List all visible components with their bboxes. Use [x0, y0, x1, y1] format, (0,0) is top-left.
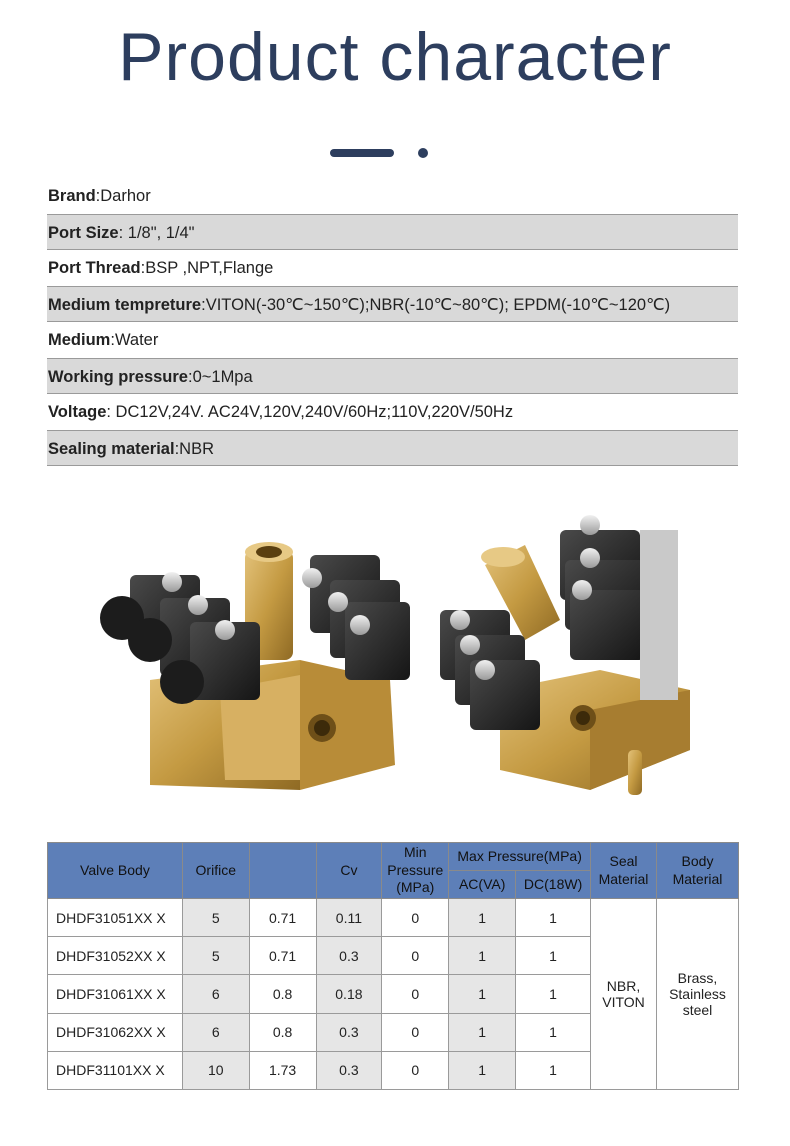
spec-value: BSP ,NPT,Flange — [145, 259, 274, 277]
spec-value: NBR — [179, 440, 214, 458]
cell-seal-material: NBR, VITON — [591, 899, 657, 1090]
spec-key: Medium tempreture — [48, 296, 202, 314]
cell-ac: 1 — [449, 937, 516, 975]
cell-min-pressure: 0 — [382, 899, 449, 937]
spec-row — [47, 430, 738, 466]
spec-row — [47, 178, 738, 214]
cell-size: 0.8 — [249, 975, 316, 1013]
cell-size: 0.8 — [249, 1013, 316, 1051]
cell-size: 0.71 — [249, 899, 316, 937]
cell-ac: 1 — [449, 975, 516, 1013]
spec-value: VITON(-30℃~150℃);NBR(-10℃~80℃); EPDM(-10℃~120℃) — [205, 296, 671, 314]
spec-list — [47, 178, 738, 466]
cell-min-pressure: 0 — [382, 1013, 449, 1051]
cell-min-pressure: 0 — [382, 975, 449, 1013]
spec-key: Port Size — [48, 224, 119, 242]
header-body-material: Body Material — [656, 843, 738, 899]
spec-separator: : — [174, 440, 180, 458]
spec-value: DC12V,24V. AC24V,120V,240V/60Hz;110V,220V/50Hz — [115, 403, 514, 421]
spec-separator: : — [95, 187, 101, 205]
cell-dc: 1 — [516, 937, 591, 975]
cell-cv: 0.11 — [316, 899, 382, 937]
spec-separator: : — [106, 403, 116, 421]
cell-cv: 0.3 — [316, 937, 382, 975]
product-photo — [0, 490, 790, 820]
spec-key: Medium — [48, 331, 111, 349]
header-seal-material: Seal Material — [591, 843, 657, 899]
header-min-pressure: Min Pressure (MPa) — [382, 843, 449, 899]
cell-body-material: Brass, Stainless steel — [656, 899, 738, 1090]
header-valve-body: Valve Body — [48, 843, 183, 899]
spec-key: Brand — [48, 187, 96, 205]
spec-key: Port Thread — [48, 259, 141, 277]
spec-row — [47, 250, 738, 286]
title-underline-dash — [330, 149, 394, 157]
cell-cv: 0.3 — [316, 1013, 382, 1051]
spec-row — [47, 214, 738, 250]
cell-model: DHDF31051XX X — [48, 899, 183, 937]
spec-key: Working pressure — [48, 368, 188, 386]
spec-row — [47, 358, 738, 394]
spec-separator: : — [118, 224, 128, 242]
spec-key: Sealing material — [48, 440, 175, 458]
spec-value: 0~1Mpa — [192, 368, 253, 386]
spec-separator: : — [110, 331, 115, 349]
cell-orifice: 5 — [182, 937, 249, 975]
header-max-pressure: Max Pressure(MPa) — [449, 843, 591, 871]
cell-model: DHDF31062XX X — [48, 1013, 183, 1051]
cell-size: 1.73 — [249, 1051, 316, 1089]
valve-spec-table — [47, 842, 739, 1090]
spec-separator: : — [201, 296, 206, 314]
spec-separator: : — [187, 368, 193, 386]
header-blank — [249, 843, 316, 899]
cell-model: DHDF31061XX X — [48, 975, 183, 1013]
cell-cv: 0.3 — [316, 1051, 382, 1089]
page-title: Product character — [118, 19, 672, 95]
cell-orifice: 5 — [182, 899, 249, 937]
valve-manifold-left — [100, 542, 410, 790]
spec-row — [47, 322, 738, 358]
table-row — [48, 899, 739, 937]
cell-orifice: 6 — [182, 975, 249, 1013]
title-underline-dot — [418, 148, 428, 158]
spec-value: Water — [114, 331, 159, 349]
spec-separator: : — [140, 259, 146, 277]
cell-model: DHDF31101XX X — [48, 1051, 183, 1089]
spec-row — [47, 394, 738, 430]
cell-ac: 1 — [449, 1013, 516, 1051]
header-ac: AC(VA) — [449, 871, 516, 899]
cell-ac: 1 — [449, 899, 516, 937]
spec-key: Voltage — [48, 403, 107, 421]
cell-dc: 1 — [516, 975, 591, 1013]
cell-model: DHDF31052XX X — [48, 937, 183, 975]
cell-dc: 1 — [516, 1013, 591, 1051]
cell-min-pressure: 0 — [382, 1051, 449, 1089]
cell-dc: 1 — [516, 1051, 591, 1089]
cell-min-pressure: 0 — [382, 937, 449, 975]
cell-dc: 1 — [516, 899, 591, 937]
cell-cv: 0.18 — [316, 975, 382, 1013]
cell-ac: 1 — [449, 1051, 516, 1089]
cell-orifice: 6 — [182, 1013, 249, 1051]
spec-row — [47, 286, 738, 322]
valve-manifold-right — [440, 515, 690, 795]
header-orifice: Orifice — [182, 843, 249, 899]
cell-orifice: 10 — [182, 1051, 249, 1089]
spec-value: 1/8", 1/4" — [127, 224, 195, 242]
spec-value: Darhor — [100, 187, 151, 205]
cell-size: 0.71 — [249, 937, 316, 975]
header-cv: Cv — [316, 843, 382, 899]
header-dc: DC(18W) — [516, 871, 591, 899]
